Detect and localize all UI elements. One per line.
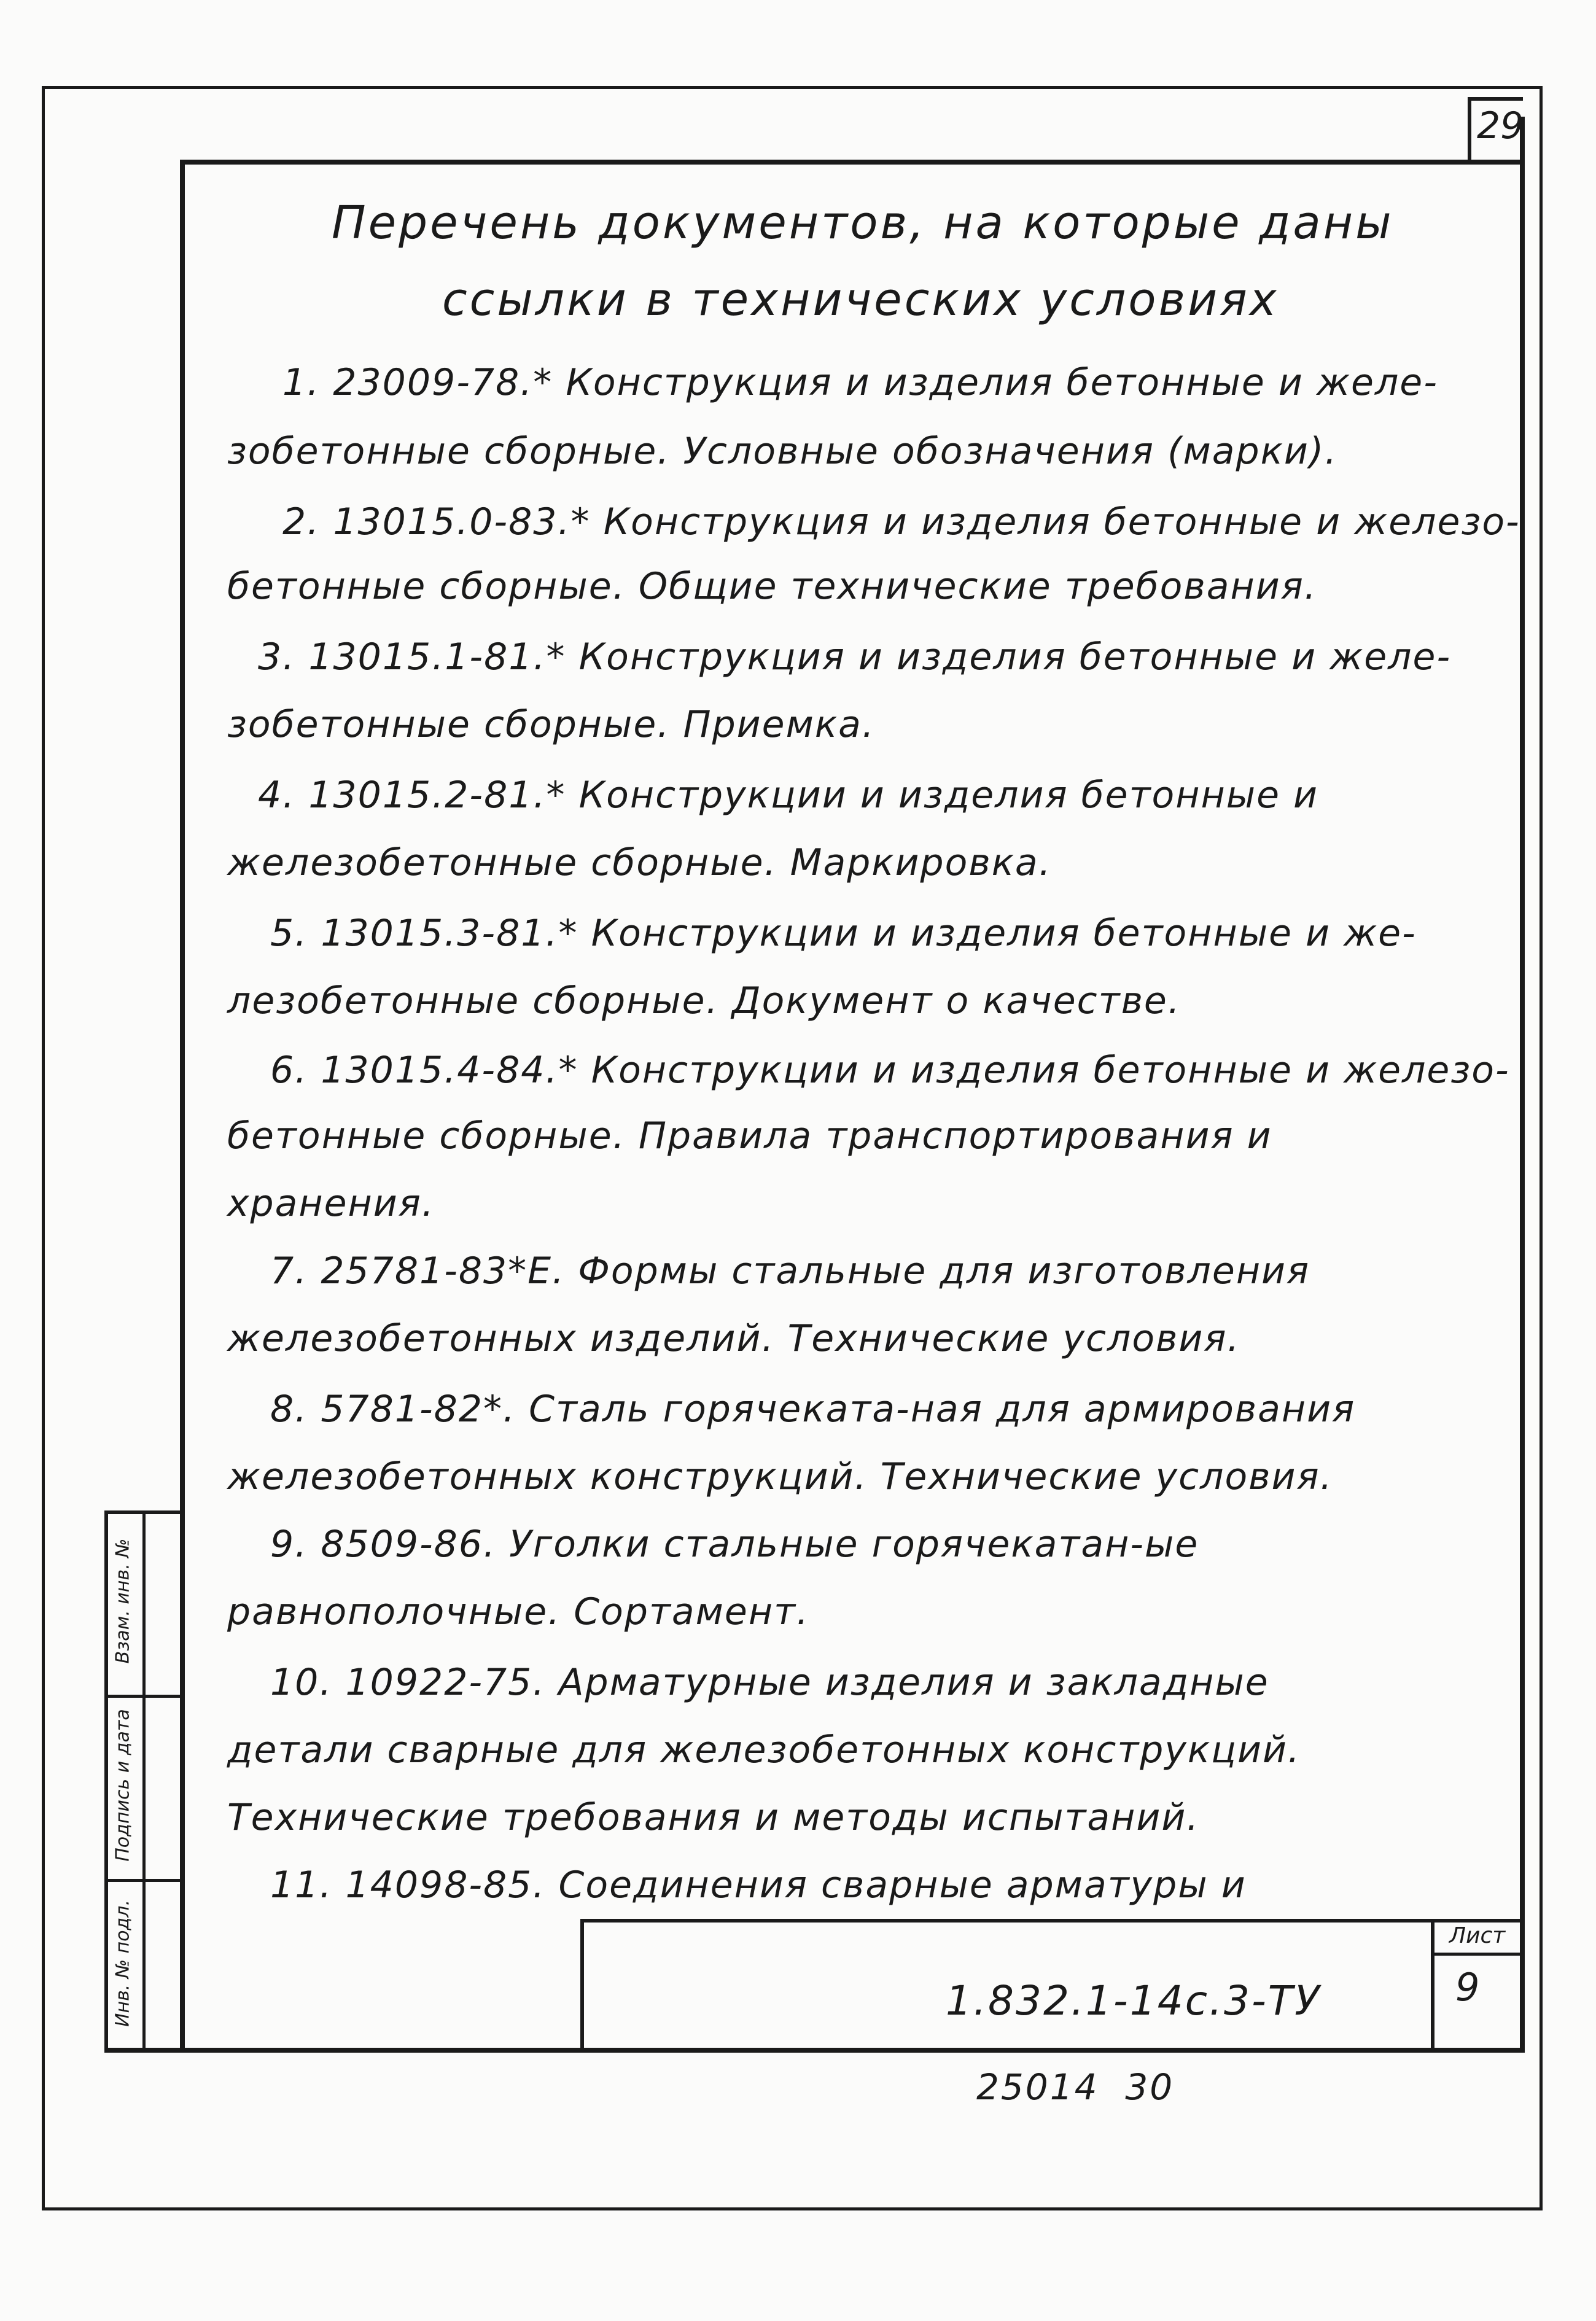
side-strip-left <box>104 1510 108 2051</box>
list-item: железобетонных изделий. Технические условия. <box>227 1317 1240 1360</box>
list-item: детали сварные для железобетонных конструкций. <box>227 1728 1301 1771</box>
inner-frame-right <box>1520 117 1525 2051</box>
document-title-line1: Перечень документов, на которые даны <box>332 196 1394 249</box>
document-title-line2: ссылки в технических условиях <box>442 273 1279 326</box>
side-label-signature: Подпись и дата <box>112 1709 134 1862</box>
list-item: 6. 13015.4-84.* Конструкции и изделия бетонные и железо- <box>270 1049 1510 1092</box>
side-strip-div1 <box>104 1695 183 1698</box>
list-item: 8. 5781-82*. Сталь горячеката-ная для армирования <box>270 1388 1356 1431</box>
stamp-top <box>580 1919 1523 1923</box>
list-item: железобетонных конструкций. Технические условия. <box>227 1455 1333 1498</box>
list-item: 11. 14098-85. Соединения сварные арматуры и <box>270 1864 1247 1907</box>
list-item: 9. 8509-86. Уголки стальные горячекатан-ые <box>270 1523 1199 1566</box>
list-item: 7. 25781-83*Е. Формы стальные для изготовления <box>270 1250 1310 1293</box>
list-item: 4. 13015.2-81.* Конструкции и изделия бетонные и <box>258 774 1319 817</box>
side-strip-div2 <box>104 1879 183 1882</box>
inner-frame-top <box>181 160 1523 165</box>
list-item: равнополочные. Сортамент. <box>227 1590 810 1633</box>
list-item: 1. 23009-78.* Конструкция и изделия бетонные и желе- <box>282 361 1438 404</box>
outer-frame-top <box>43 86 1541 89</box>
stamp-sheet-label: Лист <box>1449 1923 1506 1948</box>
stamp-left <box>580 1919 584 2051</box>
list-item: 3. 13015.1-81.* Конструкция и изделия бетонные и желе- <box>258 636 1452 678</box>
footer-code: 25014 30 <box>976 2066 1175 2108</box>
side-label-replacement: Взам. инв. № <box>112 1538 134 1664</box>
stamp-designation: 1.832.1-14с.3-ТУ <box>946 1977 1322 2024</box>
side-strip-mid <box>142 1510 146 2051</box>
outer-frame-right <box>1540 86 1543 2210</box>
list-item: хранения. <box>227 1182 435 1225</box>
page-number: 29 <box>1477 104 1524 147</box>
list-item: зобетонные сборные. Приемка. <box>227 703 875 746</box>
list-item: лезобетонные сборные. Документ о качестве. <box>227 979 1181 1022</box>
list-item: железобетонные сборные. Маркировка. <box>227 841 1052 884</box>
side-label-inventory: Инв. № подл. <box>112 1900 134 2027</box>
stamp-sheet-label-line <box>1431 1953 1523 1956</box>
list-item: 10. 10922-75. Арматурные изделия и закладные <box>270 1661 1269 1704</box>
list-item: зобетонные сборные. Условные обозначения (марки). <box>227 430 1338 473</box>
stamp-sheet-number: 9 <box>1455 1965 1480 2010</box>
list-item: 2. 13015.0-83.* Конструкция и изделия бетонные и железо- <box>282 500 1520 543</box>
outer-frame-bottom <box>43 2207 1541 2210</box>
outer-frame-left <box>42 86 45 2210</box>
stamp-sheet-divider <box>1431 1919 1434 2051</box>
page-number-box-left <box>1468 98 1471 160</box>
list-item: Технические требования и методы испытаний. <box>227 1796 1200 1839</box>
list-item: 5. 13015.3-81.* Конструкции и изделия бетонные и же- <box>270 912 1417 955</box>
list-item: бетонные сборные. Общие технические требования. <box>227 565 1317 608</box>
inner-frame-bottom <box>104 2048 1525 2053</box>
page-number-box-top <box>1468 97 1523 101</box>
list-item: бетонные сборные. Правила транспортирования и <box>227 1114 1272 1157</box>
inner-frame-left <box>180 160 185 2051</box>
